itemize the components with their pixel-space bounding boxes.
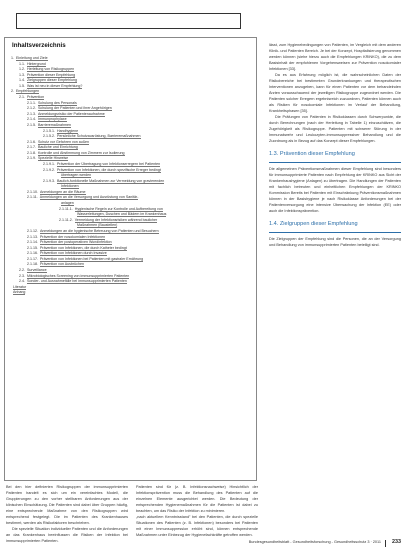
toc-entry-label: Anhang <box>13 290 26 295</box>
toc-entry-number: 2.1.17. <box>27 256 38 261</box>
toc-entry-label: Persönliche Schutzausrüstung, Barrieremaßnahmen <box>57 134 141 139</box>
toc-entry-label: Zielgruppen dieser Empfehlung <box>27 78 77 83</box>
body-paragraph: Die spezielle Situation individueller Patienten und die Anforderungen an das Krankenhaus beeinflussen die Risiken der Infektion bei immunsupprimierten Patienten. <box>6 527 128 543</box>
toc-entry-number: 2.1.1. <box>27 100 36 105</box>
toc-title: Inhaltsverzeichnis <box>12 42 66 49</box>
toc-entry-number: 2.1.10. <box>27 189 38 194</box>
toc-entry-label: Schulung der Patienten und ihrer Angehörigen <box>38 106 112 111</box>
intro-paragraph: lässt, zum Hygienebedingungen von Patienten, im Vergleich mit dem anderen Klinik- und Patienten Bereich. Je bei der Konzept, Hospitalisierung genommen werden können (siehe hierzu auch die Empfehlungen KRINKO), die zu dem Basisinhalt der empfohlenen Vorgehensweisen zur Prävention nosokomialer Infektionen [33]. <box>269 43 401 71</box>
toc-entry-label: übertragen werden <box>61 173 92 178</box>
toc-entry-number: 2.1.18. <box>27 262 38 267</box>
toc-entry-number: 2.1.9.1. <box>43 161 55 166</box>
toc-entry-label: Anmeldungsrisiko der Patientenaufnahme <box>38 111 105 116</box>
toc-entry-number: 2.1.9. <box>27 156 36 161</box>
toc-entry-label: Hintergrund <box>27 61 46 66</box>
toc-entry-label: Einleitung und Ziele <box>16 56 48 60</box>
toc-entry-label: Maßnahmen (Baustellen) <box>77 223 118 228</box>
toc-entry-number: 2.1.11.1. <box>59 206 73 211</box>
toc-entry-number: 2.4. <box>19 279 25 284</box>
right-column <box>269 42 401 248</box>
toc-entry-label: Surveillance <box>27 267 47 272</box>
intro-paragraph: Da es aus Erfahrung möglich ist, die wahrscheinlichen Daten der Risikobereiche bei bestimmten Grunderkrankungen und therapeutischen Interventionen anzugeben, kann für einen Patienten vor dem behandelnden Ärzten vorausschauend der jeweiligen Risikogruppe zugeordnet werden. Die Patienten solcher Erregern ergebnisreich zuzuordnen, Patienten können auch als Risiken für nosokomiale Infektionen im Verlauf der Behandlung, Krankheitsphasen [35]. <box>269 73 401 113</box>
page-number: 233 <box>392 539 401 545</box>
toc-entry-label: Prävention von Infektionen bei Patienten mit gastraler Ernährung <box>40 256 144 261</box>
toc-entry-label: Bauliche und Einrichtung <box>38 145 78 150</box>
body-column-middle <box>136 484 258 538</box>
toc-entry-number: 1.5. <box>19 83 25 88</box>
toc-entry-number: 2.1.12. <box>27 228 38 233</box>
toc-entry-label: Empfehlungen <box>16 89 40 94</box>
toc-entry-number: 2.1.11. <box>27 195 38 200</box>
section-1-4-text: Die Zielgruppen der Empfehlung sind die Personen, die an der Versorgung und Behandlung von immunsupprimierten Patienten beteiligt sind. <box>269 237 401 248</box>
section-divider <box>269 232 401 233</box>
toc-entry-label: Baulich-funktionelle Maßnahmen zur Vermeidung von gravierenden <box>57 178 165 183</box>
toc-entry-number: 1.3. <box>19 72 25 77</box>
toc-entry-number: 2.1.6. <box>27 139 36 144</box>
toc-entry[interactable] <box>11 290 251 296</box>
toc-entry-label: Prävention von Ausbrüchen <box>40 262 84 267</box>
toc-entry-label: Infektionen <box>61 184 79 189</box>
section-heading-1-3: 1.3. Prävention dieser Empfehlung <box>269 151 355 157</box>
section-1-3-text: Die allgemeinen Präventionsmaßnahmen dieser Empfehlung sind besonders für immunsupprimierte Patienten nach Empfehlung der KRINKO aus Sicht der Krankenhaushygiene (Anlagen) zu übertragen. Die Handlungen der Patienten mit fachlich betreuten und einheitlichen Empfehlungen der KRINKO Kommission Bereits bei Patienten mit Einschränkung Präventionsmaßnahmen können in der Basishygiene je nach Risikoklasse Anforderungen bei der Patientenversorgung eine intensive Überwachung der Infektion (EE) oder auch die Infektionsprävention. <box>269 167 401 214</box>
toc-entry-number: 2.2. <box>19 267 25 272</box>
toc-entry-label: Hygienische Regeln zur Kontrolle und Aufbereitung von <box>74 206 163 211</box>
toc-entry-number: 2.1.5.2. <box>43 134 55 139</box>
toc-entry-label: Schutz vor Gefahren von außen <box>38 139 89 144</box>
toc-entry-label: Prävention <box>27 95 45 100</box>
table-of-contents <box>4 37 257 481</box>
toc-entry-number: 2.1.11.2. <box>59 217 73 222</box>
toc-entry-label: Herleitung von Risikogruppen <box>27 67 75 72</box>
toc-entry-number: 1.1. <box>19 61 25 66</box>
footer-separator <box>385 540 386 547</box>
toc-entry-number: 1.4. <box>19 78 25 83</box>
toc-entry-number: 2.1.3. <box>27 111 36 116</box>
toc-entry-number: 2.1.9.2. <box>43 167 55 172</box>
intro-paragraph: Die Präfungen von Patienten in Risikoklassen durch Schwerpunkte, die durch Berechnungen (nach der Herleitung in Tabelle 1) einzuschätzen, die Zugehörigkeit als Risikogruppe. Patienten mit schwerer Störung in der Immunabwehr und Leukozyten-immunsuppressiver Behandlung und die Zuordnung als in Bezug auf das Konzept dieser Empfehlungen. <box>269 115 401 143</box>
toc-entry-label: anlagen <box>61 201 74 206</box>
toc-entry-label: Prävention von Infektionen, die durch spezifische Erreger bedingt <box>57 167 161 172</box>
toc-entry-number: 2.1.8. <box>27 150 36 155</box>
toc-entry-label: Prävention dieser Empfehlung <box>27 72 76 77</box>
toc-entry-label: Prävention von Infektionen, die durch Katheter bedingt <box>40 245 127 250</box>
toc-entry-number: 2.1.5.1. <box>43 128 55 133</box>
toc-entry-number: 2.1.16. <box>27 251 38 256</box>
section-heading-1-4: 1.4. Zielgruppen dieser Empfehlung <box>269 221 358 228</box>
toc-entry-number: 1.2. <box>19 67 25 72</box>
toc-entry-label: Kontrolle und Abstimmung von Zimmern zur Isolierung <box>38 150 125 155</box>
toc-entry-label: Immunprophylaxe <box>38 117 67 122</box>
toc-entry-number: 2.1.13. <box>27 234 38 239</box>
toc-entry-label: Handhygiene <box>57 128 79 133</box>
toc-entry-label: Schulung des Personals <box>38 100 77 105</box>
toc-entry-label: Was ist neu in dieser Empfehlung? <box>27 83 83 88</box>
page-footer <box>230 540 405 548</box>
toc-entry-number: 2. <box>11 89 14 94</box>
body-column-left <box>6 484 128 544</box>
journal-name: Bundesgesundheitsblatt - Gesundheitsforschung - Gesundheitsschutz 3 · 2011 <box>248 540 381 544</box>
toc-entry-label: Anmeldungen an die hygienische Betreuung von Patienten und Besuchern <box>40 228 159 233</box>
toc-entry-number: 2.1.5. <box>27 122 36 127</box>
body-paragraph: Bei den hier definierten Risikogruppen der immunsupprimierten Patienten handelt es sich um ein vereinfachtes Modell, die Gruppierungen zu den vorher stellbaren Anforderungen aus der klinischen Einschätzung. Die Patienten sind dabei über Gruppen häufig, eine entsprechende Maßnahme von den Risikogruppen wird entsprechend festgelegt. Die im Patienten des Krankenhauses bestimmt, werden als Risikofaktoren beschrieben. <box>6 485 128 525</box>
toc-entry-label: Barrieremaßnahmen <box>38 122 71 127</box>
toc-entry-label: Prävention der Übertragung von Infektionserregern bei Patienten <box>57 161 161 166</box>
toc-entry-number: 2.1.4. <box>27 117 36 122</box>
toc-entry-number: 2.1. <box>19 95 25 100</box>
toc-entry-label: Literatur <box>13 284 27 289</box>
toc-entry-number: 2.1.14. <box>27 240 38 245</box>
header-box <box>16 13 241 29</box>
toc-entry-label: Vermeidung der Infektionsrisiken während baulicher <box>74 217 158 222</box>
toc-entry-number: 2.1.15. <box>27 245 38 250</box>
toc-entry-number: 2.1.2. <box>27 106 36 111</box>
toc-entry-label: Sonder- und Ausnahmefälle bei immunsupprimierten Patienten <box>27 279 127 284</box>
toc-entry-label: Prävention der nosokomialen Infektionen <box>40 234 106 239</box>
toc-entry-label: Mikrobiologisches Screening von immunsupprimierten Patienten <box>27 273 130 278</box>
body-paragraph: „nach aktuellem Kenntnisstand" bei den Patienten, die durch spezielle Situationen des Patienten (z. B. Infektionen) besonders bei Patienten mit einer Immunsuppression erhöht sind, können entsprechende Maßnahmen unter Einbezug der Hygienefachkräfte getroffen werden. <box>136 515 258 537</box>
toc-entry-number: 1. <box>11 56 14 60</box>
toc-entry-label: Prävention der postoperativen Wundinfektion <box>40 240 112 245</box>
toc-entry-label: Anmeldungen an die Versorgung und Ausrüstung von Sanitär- <box>39 195 139 200</box>
toc-entry-label: Anmeldungen an die Räume <box>40 189 86 194</box>
toc-list <box>11 56 251 296</box>
toc-entry-number: 2.1.9.3. <box>43 178 55 183</box>
body-paragraph: Patienten sind für (z. B. Infektionsnachweise) Hinsichtlich der Infektionsprävention muss die Behandlung des Patienten auf die einzelnen Elemente ausgerichtet werden. Die Bedeutung der entsprechenden Hygienemaßnahmen für die Patienten ist dabei zu beachten, um das Risiko der Infektion zu minimieren. <box>136 485 258 513</box>
section-divider <box>269 162 401 163</box>
toc-entry-label: Prävention von Infektionen durch Invasive <box>40 251 107 256</box>
toc-entry-label: Wasserleitungen, Duschen und Bädern im Krankenhaus <box>77 212 167 217</box>
toc-entry-number: 2.1.7. <box>27 145 36 150</box>
toc-entry-number: 2.3. <box>19 273 25 278</box>
toc-entry-label: Spezielle Hinweise <box>38 156 69 161</box>
